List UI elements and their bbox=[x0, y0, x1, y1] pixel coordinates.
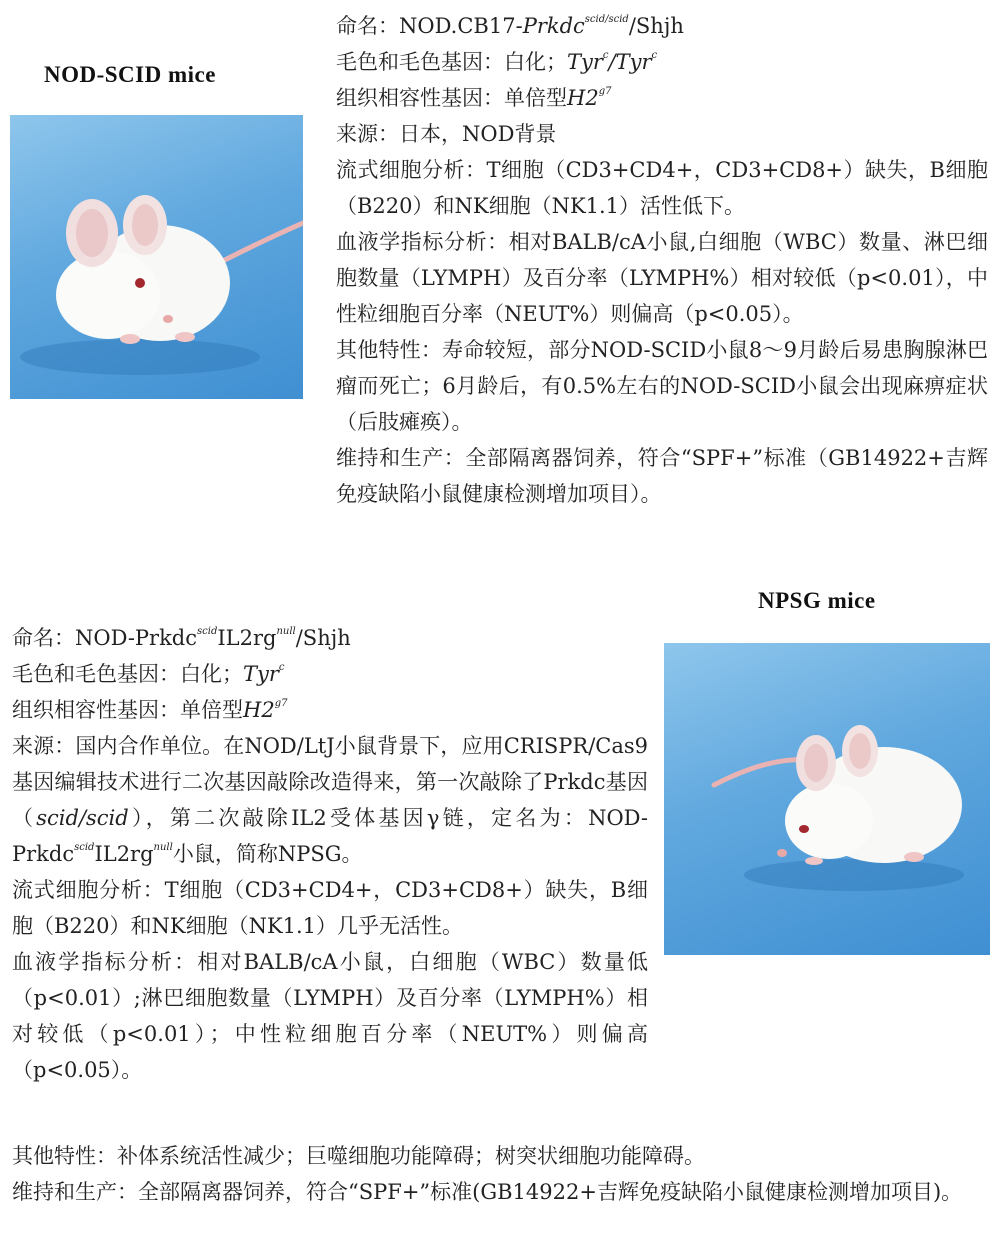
white-mouse-illustration bbox=[664, 643, 990, 955]
white-mouse-illustration bbox=[10, 115, 303, 399]
nod-scid-histocompatibility: 组织相容性基因：单倍型$H2^{g7}$ bbox=[336, 86, 612, 110]
npsg-heading: NPSG mice bbox=[758, 588, 876, 613]
nod-scid-maintenance: 维持和生产：全部隔离器饲养，符合“SPF+”标准（GB14922+吉辉免疫缺陷小鼠健康检测增加项目）。 bbox=[336, 446, 989, 506]
npsg-maintenance: 维持和生产：全部隔离器饲养，符合“SPF+”标准(GB14922+吉辉免疫缺陷小鼠健康检测增加项目)。 bbox=[12, 1180, 963, 1204]
nod-scid-mouse-photo bbox=[10, 115, 303, 399]
npsg-hematology: 血液学指标分析：相对BALB/cA小鼠，白细胞（WBC）数量低（p<0.01）;淋巴细胞数量（LYMPH）及百分率（LYMPH%）相对较低（p<0.01）；中性粒细胞百分率（NEUT%）则偏高（p<0.05）。 bbox=[12, 950, 649, 1082]
nod-scid-source: 来源：日本，NOD背景 bbox=[336, 122, 557, 146]
npsg-coat: 毛色和毛色基因：白化；Tyr$^c$ bbox=[12, 662, 285, 686]
nod-scid-nomenclature: 命名：NOD.CB17-Prkdc$^{scid/scid}$/Shjh bbox=[336, 14, 684, 38]
nod-scid-description bbox=[336, 8, 988, 512]
nod-scid-heading: NOD-SCID mice bbox=[44, 62, 216, 87]
npsg-description-continued bbox=[12, 1138, 992, 1210]
nod-scid-other-traits: 其他特性：寿命较短，部分NOD-SCID小鼠8～9月龄后易患胸腺淋巴瘤而死亡；6月龄后，有0.5%左右的NOD-SCID小鼠会出现麻痹症状（后肢瘫痪）。 bbox=[336, 338, 988, 434]
nod-scid-coat: 毛色和毛色基因：白化；Tyr$^c$/Tyr$^c$ bbox=[336, 50, 658, 74]
npsg-other-traits: 其他特性：补体系统活性减少；巨噬细胞功能障碍；树突状细胞功能障碍。 bbox=[12, 1144, 705, 1168]
npsg-source: 来源：国内合作单位。在NOD/LtJ小鼠背景下，应用CRISPR/Cas9基因编辑技术进行二次基因敲除改造得来，第一次敲除了Prkdc基因（scid/scid），第二次敲除IL2受体基因γ链，定名为：NOD-$Prkdc^{scid}IL2rg^{null}$小鼠，简称NPSG。 bbox=[12, 734, 649, 866]
nod-scid-hematology: 血液学指标分析：相对BALB/cA小鼠,白细胞（WBC）数量、淋巴细胞数量（LYMPH）及百分率（LYMPH%）相对较低（p<0.01），中性粒细胞百分率（NEUT%）则偏高（p<0.05）。 bbox=[336, 230, 988, 326]
nod-scid-flow-cytometry: 流式细胞分析：T细胞（CD3+CD4+，CD3+CD8+）缺失，B细胞（B220）和NK细胞（NK1.1）活性低下。 bbox=[336, 158, 989, 218]
npsg-histocompatibility: 组织相容性基因：单倍型$H2^{g7}$ bbox=[12, 698, 288, 722]
npsg-flow-cytometry: 流式细胞分析：T细胞（CD3+CD4+，CD3+CD8+）缺失，B细胞（B220）和NK细胞（NK1.1）几乎无活性。 bbox=[12, 878, 649, 938]
npsg-nomenclature: 命名：NOD-$Prkdc^{scid}IL2rg^{null}$/Shjh bbox=[12, 626, 351, 650]
npsg-mouse-photo bbox=[664, 643, 990, 955]
npsg-description bbox=[12, 620, 648, 1088]
